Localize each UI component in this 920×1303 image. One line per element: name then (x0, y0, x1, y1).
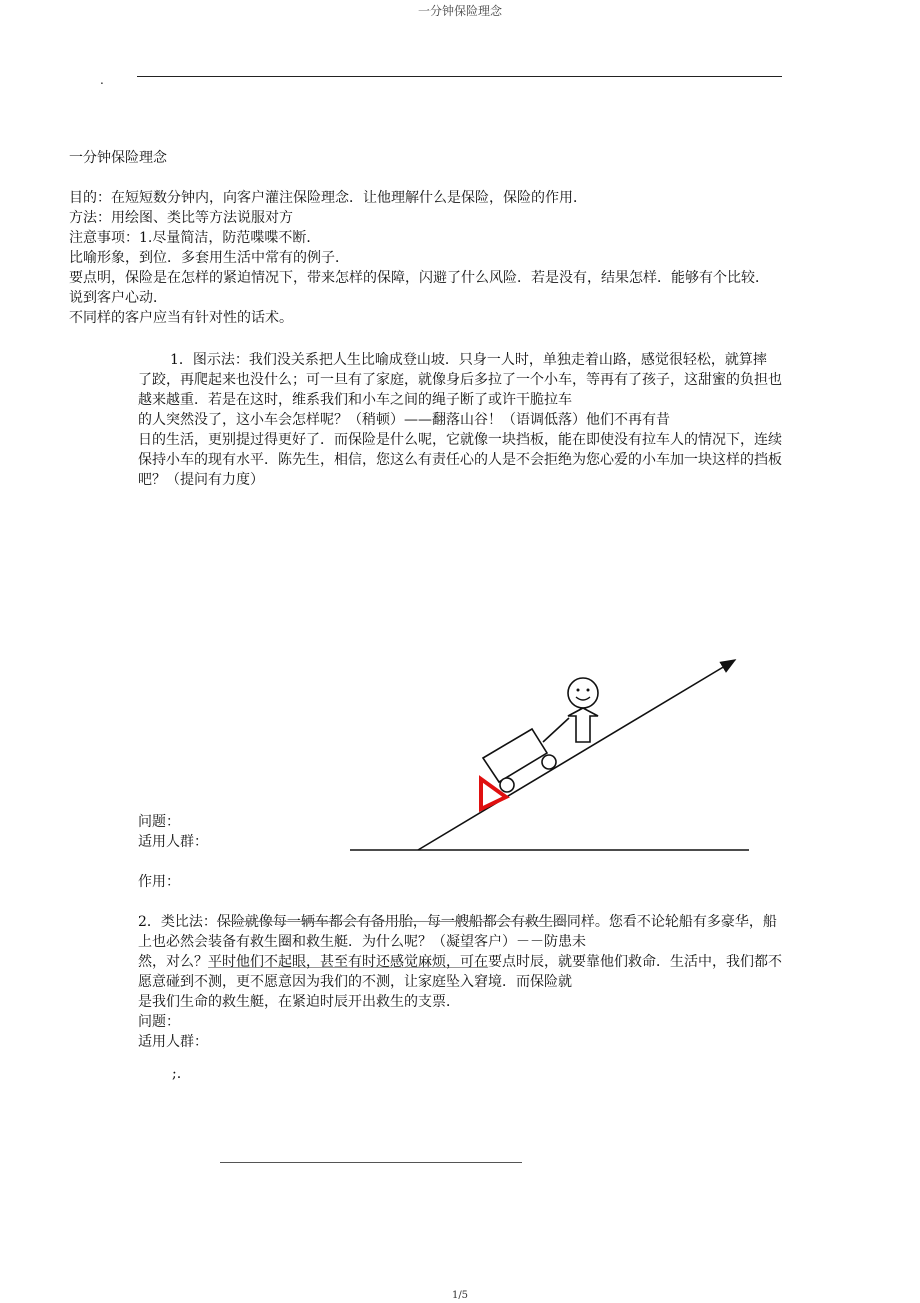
intro-line: 注意事项：1.尽量简洁，防范喋喋不断． (69, 230, 321, 246)
section2-line-3 (138, 952, 782, 972)
eye (587, 689, 590, 692)
section1-line: 保持小车的现有水平．陈先生，相信，您这么有责任心的人是不会拒绝为您心爱的小车加一块这样的挡板 (138, 452, 782, 468)
section1-line: 1．图示法：我们没关系把人生比喻成登山坡．只身一人时，单独走着山路，感觉很轻松，就算摔 (170, 352, 767, 368)
intro-line: 比喻形象，到位．多套用生活中常有的例子． (69, 250, 349, 266)
doc-title: 一分钟保险理念 (69, 150, 167, 166)
section2-line: 上也必然会装备有救生圈和救生艇．为什么呢？（凝望客户）－－防患未 (138, 934, 586, 950)
section2-line-1 (138, 912, 777, 932)
s2-rest: 同样。您看不论轮船有多豪华，船 (566, 914, 777, 930)
person-body-arrow-icon (568, 708, 598, 742)
cart-wheel (500, 778, 514, 792)
eye (577, 689, 580, 692)
s1-audience-label: 适用人群： (138, 834, 208, 850)
cart-wheel (542, 755, 556, 769)
footer-rule (220, 1162, 522, 1163)
section1-line: 日的生活，更别提过得更好了．而保险是什么呢，它就像一块挡板，能在即使没有拉车人的情况下，连续 (138, 432, 782, 448)
s2-rest: 要点时辰，就要靠他们救命．生活中，我们都不 (488, 954, 782, 970)
s2-prefix: 2．类比法： (138, 914, 217, 930)
section2-line: 愿意碰到不测，更不愿意因为我们的不测，让家庭坠入窘境．而保险就 (138, 974, 572, 990)
s1-question-label: 问题： (138, 814, 180, 830)
intro-line: 方法：用绘图、类比等方法说服对方 (69, 210, 293, 226)
section1-line: 了跤，再爬起来也没什么；可一旦有了家庭，就像身后多拉了一个小车，等再有了孩子，这甜蜜的负担也 (138, 372, 782, 388)
section1-line: 的人突然没了，这小车会怎样呢？（稍顿）——翻落山谷！（语调低落）他们不再有昔 (138, 412, 670, 428)
intro-line: 不同样的客户应当有针对性的话术。 (69, 310, 293, 326)
section1-line: 吧？（提问有力度） (138, 472, 264, 488)
s2-struck-text: 保险就像每一辆车都会有备用胎，每一艘船都会有救生圈 (216, 914, 567, 930)
s2-question-label: 问题： (138, 1014, 180, 1030)
cart (483, 729, 547, 782)
s2-underlined-text: 平时他们不起眼，甚至有时还感觉麻烦，可在 (208, 954, 488, 970)
section2-line: 是我们生命的救生艇，在紧迫时辰开出救生的支票． (138, 994, 460, 1010)
page-header-title: 一分钟保险理念 (417, 4, 502, 18)
header-dot: . (100, 73, 104, 87)
page-number: 1/5 (451, 1290, 469, 1301)
s1-effect-label: 作用： (138, 874, 180, 890)
tail-mark: ;. (172, 1066, 182, 1082)
s2-audience-label: 适用人群： (138, 1034, 208, 1050)
intro-line: 目的：在短短数分钟内，向客户灌注保险理念．让他理解什么是保险，保险的作用． (69, 190, 587, 206)
s2-prefix: 然，对么？ (138, 954, 208, 970)
person-head-smiley-icon (568, 678, 598, 708)
intro-line: 要点明，保险是在怎样的紧迫情况下，带来怎样的保障，闪避了什么风险．若是没有，结果怎样．能够有个比较． (69, 270, 769, 286)
section1-line: 越来越重．若是在这时，维系我们和小车之间的绳子断了或许干脆拉车 (138, 392, 572, 408)
rope (543, 718, 569, 742)
intro-line: 说到客户心动． (69, 290, 167, 306)
